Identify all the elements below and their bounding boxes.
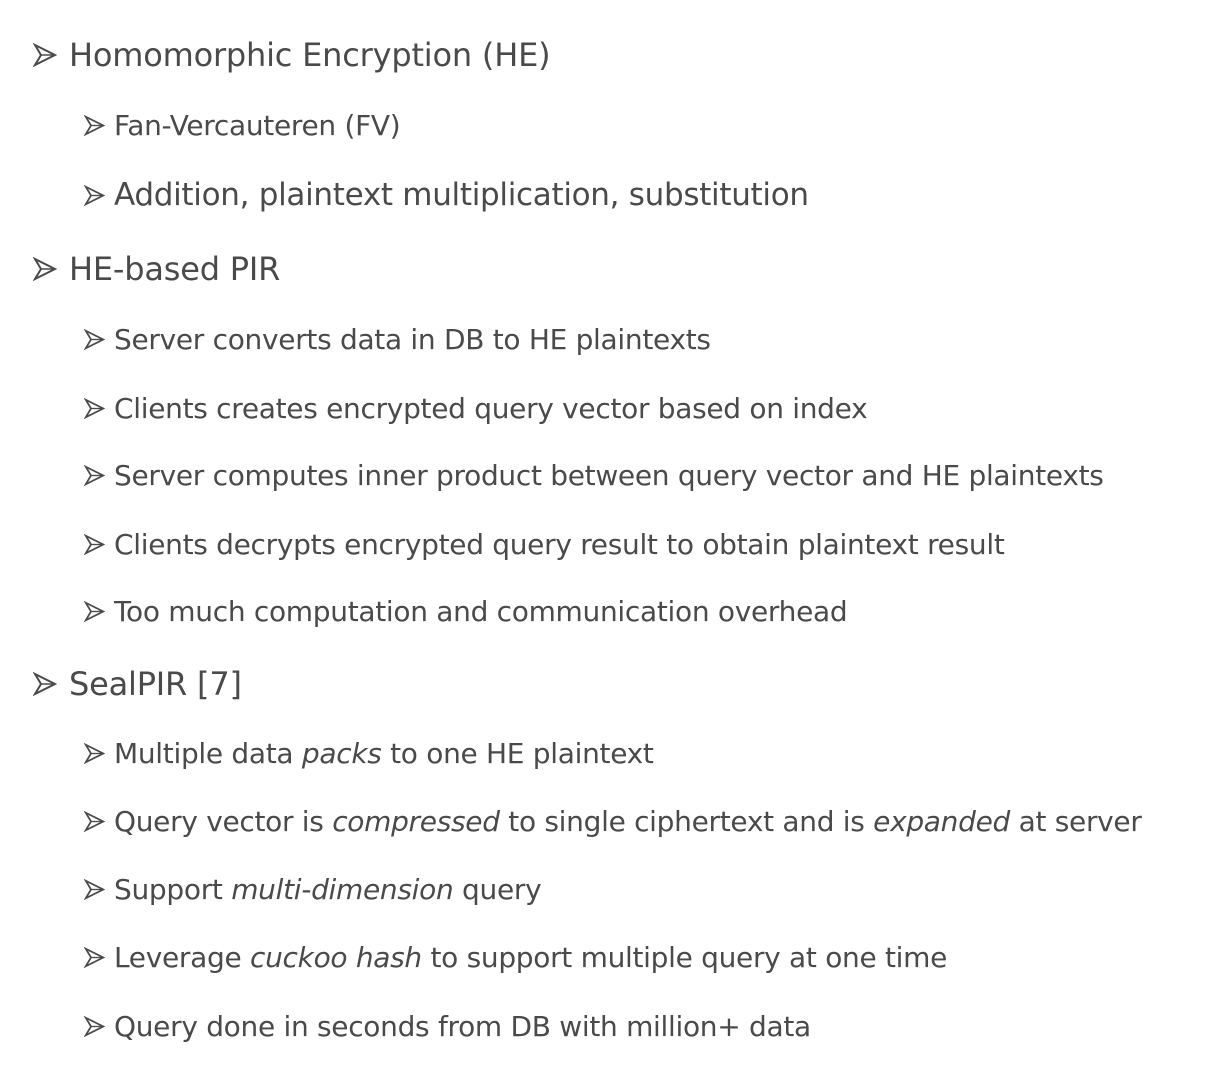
bullet-text: Addition, plaintext multiplication, substitution (114, 177, 809, 213)
emphasis-text: multi-dimension (231, 873, 454, 906)
bullet-text: Server computes inner product between query vector and HE plaintexts (114, 459, 1104, 492)
bullet-text: Server converts data in DB to HE plaintexts (114, 323, 711, 356)
arrowhead-bullet-icon (84, 465, 105, 486)
bullet-item-he-based-pir (33, 250, 280, 288)
arrowhead-bullet-icon (84, 811, 105, 832)
emphasis-text: compressed (332, 805, 500, 838)
arrowhead-bullet-icon (84, 185, 105, 206)
arrowhead-bullet-icon (84, 1016, 105, 1037)
bullet-text: Query vector is compressed to single ciphertext and is expanded at server (114, 805, 1142, 838)
arrowhead-bullet-icon (84, 743, 105, 764)
bullet-text: Query done in seconds from DB with million+ data (114, 1010, 811, 1043)
arrowhead-bullet-icon (84, 601, 105, 622)
bullet-item-multiple-data-packs (84, 737, 654, 770)
arrowhead-bullet-icon (33, 43, 57, 67)
arrowhead-bullet-icon (33, 672, 57, 696)
bullet-text: Homomorphic Encryption (HE) (69, 36, 551, 74)
bullet-item-he-operations (84, 177, 809, 213)
bullet-text: Clients decrypts encrypted query result to obtain plaintext result (114, 528, 1005, 561)
bullet-text: Fan-Vercauteren (FV) (114, 109, 401, 142)
emphasis-text: expanded (873, 805, 1010, 838)
bullet-text: HE-based PIR (69, 250, 281, 288)
arrowhead-bullet-icon (84, 115, 105, 136)
emphasis-text: cuckoo hash (250, 941, 422, 974)
bullet-item-sealpir (33, 665, 242, 703)
bullet-item-server-computes (84, 459, 1104, 492)
arrowhead-bullet-icon (84, 398, 105, 419)
arrowhead-bullet-icon (84, 947, 105, 968)
arrowhead-bullet-icon (33, 257, 57, 281)
bullet-item-query-done (84, 1010, 811, 1043)
bullet-text: Leverage cuckoo hash to support multiple query at one time (114, 941, 948, 974)
bullet-text: Multiple data packs to one HE plaintext (114, 737, 654, 770)
arrowhead-bullet-icon (84, 329, 105, 350)
bullet-item-fan-vercauteren (84, 109, 400, 142)
arrowhead-bullet-icon (84, 534, 105, 555)
bullet-text: Too much computation and communication overhead (114, 595, 848, 628)
bullet-text: Support multi-dimension query (114, 873, 542, 906)
bullet-item-overhead (84, 595, 847, 628)
emphasis-text: packs (301, 737, 382, 770)
bullet-item-server-converts (84, 323, 711, 356)
bullet-item-homomorphic-encryption (33, 36, 550, 74)
bullet-item-clients-decrypts (84, 528, 1005, 561)
bullet-text: SealPIR [7] (69, 665, 242, 703)
bullet-item-multi-dimension (84, 873, 541, 906)
bullet-text: Clients creates encrypted query vector based on index (114, 392, 868, 425)
bullet-item-clients-creates (84, 392, 867, 425)
arrowhead-bullet-icon (84, 879, 105, 900)
bullet-item-cuckoo-hash (84, 941, 947, 974)
bullet-item-query-vector-compressed (84, 805, 1142, 838)
